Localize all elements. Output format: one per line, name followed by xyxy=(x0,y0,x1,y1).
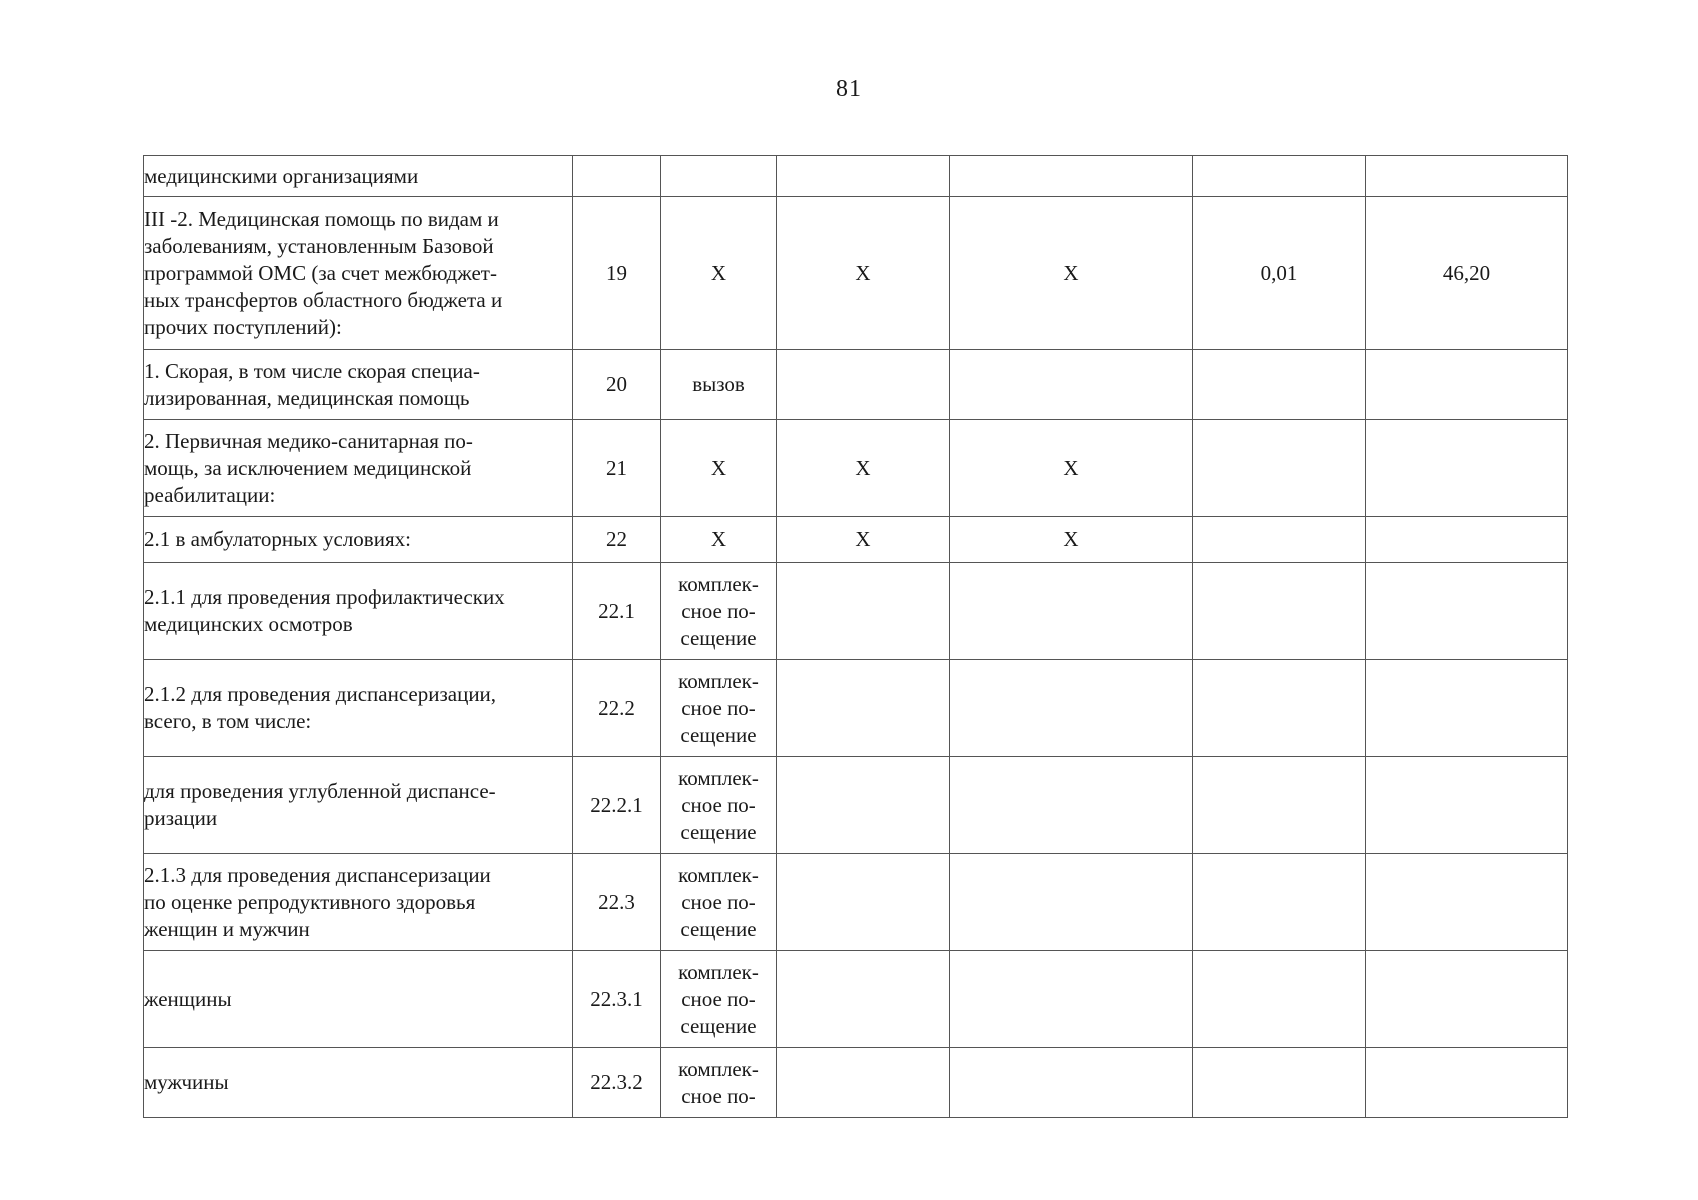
row-name-cell: 2.1.2 для проведения диспансеризации, всего, в том числе: xyxy=(144,660,573,757)
value-cell xyxy=(1193,951,1366,1048)
value-cell xyxy=(1193,1048,1366,1118)
value-cell xyxy=(1366,420,1568,517)
row-number-cell: 20 xyxy=(573,350,661,420)
row-number-cell: 22 xyxy=(573,517,661,563)
row-name-cell: 1. Скорая, в том числе скорая специа- лизированная, медицинская помощь xyxy=(144,350,573,420)
value-cell xyxy=(1193,660,1366,757)
value-cell xyxy=(777,156,950,197)
row-name-cell: 2.1.3 для проведения диспансеризации по оценке репродуктивного здоровья женщин и мужчин xyxy=(144,854,573,951)
value-cell xyxy=(777,660,950,757)
row-number-cell: 22.3.1 xyxy=(573,951,661,1048)
table-row xyxy=(144,350,1568,420)
value-cell xyxy=(950,951,1193,1048)
unit-cell: комплек- сное по- сещение xyxy=(661,951,777,1048)
unit-cell: X xyxy=(661,420,777,517)
table-row xyxy=(144,951,1568,1048)
value-cell xyxy=(950,757,1193,854)
value-cell xyxy=(1366,517,1568,563)
table-row xyxy=(144,420,1568,517)
table-row xyxy=(144,660,1568,757)
data-table xyxy=(143,155,1568,1118)
value-cell xyxy=(777,350,950,420)
row-number-cell: 22.2 xyxy=(573,660,661,757)
row-name-cell: для проведения углубленной диспансе- ризации xyxy=(144,757,573,854)
row-name-cell: 2.1.1 для проведения профилактических медицинских осмотров xyxy=(144,563,573,660)
unit-cell: комплек- сное по- сещение xyxy=(661,757,777,854)
unit-cell: X xyxy=(661,517,777,563)
value-cell: X xyxy=(777,517,950,563)
value-cell xyxy=(950,563,1193,660)
row-number-cell: 22.1 xyxy=(573,563,661,660)
value-cell: X xyxy=(777,197,950,350)
row-name-cell: 2. Первичная медико-санитарная по- мощь, за исключением медицинской реабилитации: xyxy=(144,420,573,517)
row-name-cell: медицинскими организациями xyxy=(144,156,573,197)
value-cell xyxy=(777,563,950,660)
value-cell: 0,01 xyxy=(1193,197,1366,350)
value-cell xyxy=(1366,1048,1568,1118)
value-cell: X xyxy=(777,420,950,517)
table-row xyxy=(144,156,1568,197)
value-cell xyxy=(1366,350,1568,420)
value-cell: X xyxy=(950,197,1193,350)
row-name-cell: мужчины xyxy=(144,1048,573,1118)
value-cell xyxy=(1193,854,1366,951)
unit-cell: комплек- сное по- сещение xyxy=(661,854,777,951)
value-cell: X xyxy=(950,420,1193,517)
unit-cell: комплек- сное по- сещение xyxy=(661,660,777,757)
value-cell xyxy=(777,1048,950,1118)
value-cell: X xyxy=(950,517,1193,563)
page-number: 81 xyxy=(836,76,862,102)
row-number-cell: 22.2.1 xyxy=(573,757,661,854)
value-cell xyxy=(1193,757,1366,854)
table-row xyxy=(144,517,1568,563)
unit-cell: вызов xyxy=(661,350,777,420)
value-cell xyxy=(950,660,1193,757)
value-cell xyxy=(1366,854,1568,951)
value-cell: 46,20 xyxy=(1366,197,1568,350)
value-cell xyxy=(950,1048,1193,1118)
value-cell xyxy=(1193,563,1366,660)
value-cell xyxy=(1366,660,1568,757)
table-row xyxy=(144,1048,1568,1118)
unit-cell xyxy=(661,156,777,197)
value-cell xyxy=(1193,350,1366,420)
value-cell xyxy=(950,854,1193,951)
row-number-cell: 19 xyxy=(573,197,661,350)
value-cell xyxy=(1193,420,1366,517)
table-row xyxy=(144,197,1568,350)
row-number-cell: 22.3.2 xyxy=(573,1048,661,1118)
unit-cell: X xyxy=(661,197,777,350)
row-name-cell: 2.1 в амбулаторных условиях: xyxy=(144,517,573,563)
table-row xyxy=(144,757,1568,854)
row-number-cell: 21 xyxy=(573,420,661,517)
value-cell xyxy=(1366,156,1568,197)
row-name-cell: женщины xyxy=(144,951,573,1048)
row-number-cell xyxy=(573,156,661,197)
value-cell xyxy=(777,951,950,1048)
value-cell xyxy=(1193,517,1366,563)
table-row xyxy=(144,563,1568,660)
value-cell xyxy=(1366,563,1568,660)
value-cell xyxy=(1366,757,1568,854)
value-cell xyxy=(950,156,1193,197)
row-number-cell: 22.3 xyxy=(573,854,661,951)
unit-cell: комплек- сное по- xyxy=(661,1048,777,1118)
unit-cell: комплек- сное по- сещение xyxy=(661,563,777,660)
value-cell xyxy=(1366,951,1568,1048)
value-cell xyxy=(777,757,950,854)
table-row xyxy=(144,854,1568,951)
value-cell xyxy=(950,350,1193,420)
row-name-cell: III -2. Медицинская помощь по видам и заболеваниям, установленным Базовой программой ОМС (за счет межбюджет- ных трансфертов областного бюджета и прочих поступлений): xyxy=(144,197,573,350)
value-cell xyxy=(1193,156,1366,197)
value-cell xyxy=(777,854,950,951)
